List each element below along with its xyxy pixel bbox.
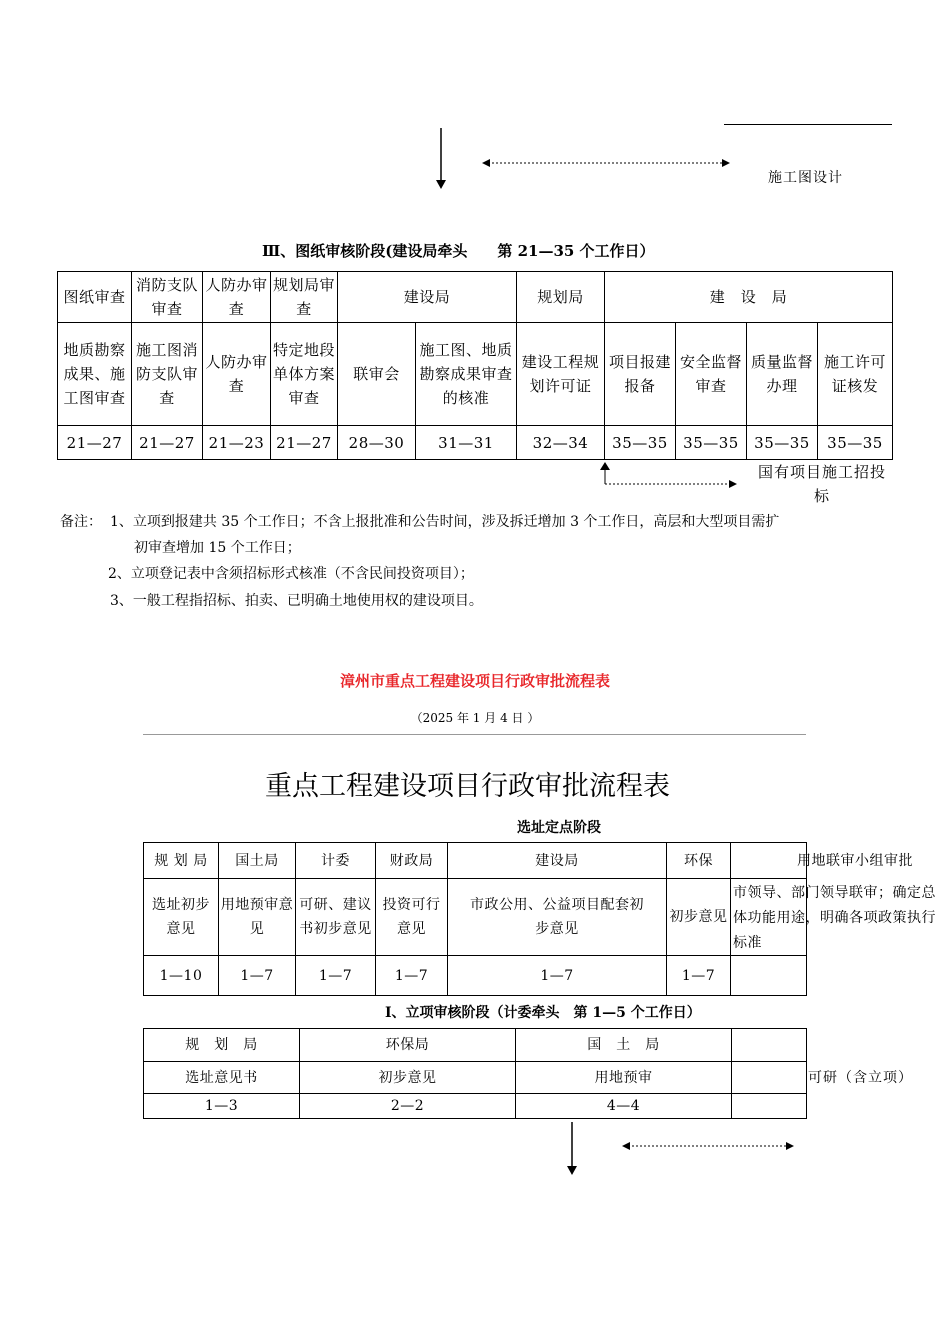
- day-cell: 21—27: [58, 426, 132, 460]
- day-cell: 4—4: [516, 1094, 732, 1119]
- item-municipal-opinion: 市政公用、公益项目配套初步意见: [448, 879, 667, 956]
- item-initial-opinion: 初步意见: [300, 1062, 516, 1094]
- day-cell: 35—35: [676, 426, 747, 460]
- double-arrow-icon: [622, 1139, 794, 1153]
- header-planning-review: 规划局审查: [271, 272, 338, 323]
- header-fire-review: 消防支队审查: [132, 272, 203, 323]
- header-construction-bureau: 建设局: [338, 272, 517, 323]
- item-investment-opinion: 投资可行意见: [376, 879, 448, 956]
- big-title: 重点工程建设项目行政审批流程表: [265, 771, 670, 802]
- item-siting-opinion: 选址初步意见: [144, 879, 219, 956]
- item-empty: [732, 1062, 807, 1094]
- item-planning-permit: 建设工程规划许可证: [517, 323, 605, 426]
- day-cell: 1—7: [448, 956, 667, 996]
- header-land-bureau: 国 土 局: [516, 1029, 732, 1062]
- item-quality-supervision: 质量监督办理: [747, 323, 818, 426]
- top-right-rule: [724, 124, 892, 125]
- header-divider: [143, 734, 806, 735]
- day-cell: 1—3: [144, 1094, 300, 1119]
- label-feasibility-incl-approval: 可研（含立项）: [808, 1070, 913, 1086]
- label-state-tender: 国有项目施工招投标: [757, 463, 886, 505]
- day-cell: 28—30: [338, 426, 416, 460]
- day-cell: 35—35: [818, 426, 893, 460]
- day-cell: 21—27: [271, 426, 338, 460]
- notes-lead: 备注：: [60, 514, 102, 530]
- day-cell: 1—7: [667, 956, 731, 996]
- note-2: 2、立项登记表中含须招标形式核准（不含民间投资项目）；: [108, 566, 474, 582]
- day-cell: 1—10: [144, 956, 219, 996]
- header-construction-bureau: 建设局: [448, 843, 667, 879]
- item-fire-drawing-review: 施工图消防支队审查: [132, 323, 203, 426]
- red-document-title: 漳州市重点工程建设项目行政审批流程表: [339, 672, 610, 690]
- item-feasibility-opinion: 可研、建议书初步意见: [296, 879, 376, 956]
- header-environment-bureau: 环保局: [300, 1029, 516, 1062]
- header-construction-bureau-2: 建 设 局: [605, 272, 893, 323]
- siting-stage-title: 选址定点阶段: [517, 820, 601, 836]
- day-cell: 1—7: [296, 956, 376, 996]
- siting-table: [143, 842, 936, 996]
- header-civil-defense-review: 人防办审查: [203, 272, 271, 323]
- elbow-arrow-icon: [597, 462, 739, 492]
- day-cell: 2—2: [300, 1094, 516, 1119]
- item-land-pre-review: 用地预审: [516, 1062, 732, 1094]
- day-cell: 21—23: [203, 426, 271, 460]
- day-cell: 21—27: [132, 426, 203, 460]
- day-cell: [731, 956, 807, 996]
- stage1-title: Ⅰ、立项审核阶段（计委牵头 第 1—5 个工作日）: [385, 1005, 701, 1021]
- header-planning-bureau: 规 划 局: [144, 843, 219, 879]
- header-land-joint-review: [731, 843, 913, 879]
- header-planning-committee: 计委: [296, 843, 376, 879]
- item-initial-opinion: 初步意见: [667, 879, 731, 956]
- item-land-pre-review: 用地预审意见: [219, 879, 296, 956]
- item-joint-meeting: 联审会: [338, 323, 416, 426]
- note-1: 1、立项到报建共 35 个工作日；不含上报批准和公告时间，涉及拆迁增加 3 个工作日，高层和大型项目需扩: [110, 514, 780, 530]
- item-special-plan-review: 特定地段单体方案审查: [271, 323, 338, 426]
- down-arrow-icon: [434, 128, 448, 190]
- header-land-joint-review-text: 用地联审小组审批: [797, 853, 913, 869]
- header-drawing-review: 图纸审查: [58, 272, 132, 323]
- day-cell: 32—34: [517, 426, 605, 460]
- label-construction-drawing-design: 施工图设计: [768, 170, 843, 186]
- header-land-bureau: 国土局: [219, 843, 296, 879]
- header-planning-bureau: 规 划 局: [144, 1029, 300, 1062]
- day-cell: 31—31: [416, 426, 517, 460]
- day-cell: 1—7: [219, 956, 296, 996]
- header-finance-bureau: 财政局: [376, 843, 448, 879]
- stage1-table: [143, 1028, 807, 1119]
- note-1-cont: 初审查增加 15 个工作日；: [134, 540, 301, 556]
- stage3-table: [57, 271, 893, 460]
- day-cell: 1—7: [376, 956, 448, 996]
- day-cell: 35—35: [605, 426, 676, 460]
- stage3-title: Ⅲ、图纸审核阶段(建设局牵头 第 21—35 个工作日）: [262, 242, 655, 260]
- header-planning-bureau: 规划局: [517, 272, 605, 323]
- header-empty: [732, 1029, 807, 1062]
- day-cell: 35—35: [747, 426, 818, 460]
- header-environment: 环保: [667, 843, 731, 879]
- item-siting-certificate: 选址意见书: [144, 1062, 300, 1094]
- down-arrow-icon: [565, 1122, 579, 1178]
- item-safety-supervision: 安全监督审查: [676, 323, 747, 426]
- item-joint-review-detail: [731, 879, 936, 956]
- note-3: 3、一般工程指招标、拍卖、已明确土地使用权的建设项目。: [110, 593, 483, 609]
- item-joint-review-text: 市领导、部门领导联审；确定总体功能用途，明确各项政策执行标准: [733, 885, 936, 951]
- item-approval-check: 施工图、地质勘察成果审查的核准: [416, 323, 517, 426]
- item-geology-drawing-review: 地质勘察成果、施工图审查: [58, 323, 132, 426]
- item-civil-defense-review: 人防办审查: [203, 323, 271, 426]
- double-arrow-icon: [482, 156, 730, 170]
- day-cell: [732, 1094, 807, 1119]
- item-project-filing: 项目报建报备: [605, 323, 676, 426]
- document-date: （2025 年 1 月 4 日 ）: [410, 711, 540, 725]
- item-construction-permit: 施工许可证核发: [818, 323, 893, 426]
